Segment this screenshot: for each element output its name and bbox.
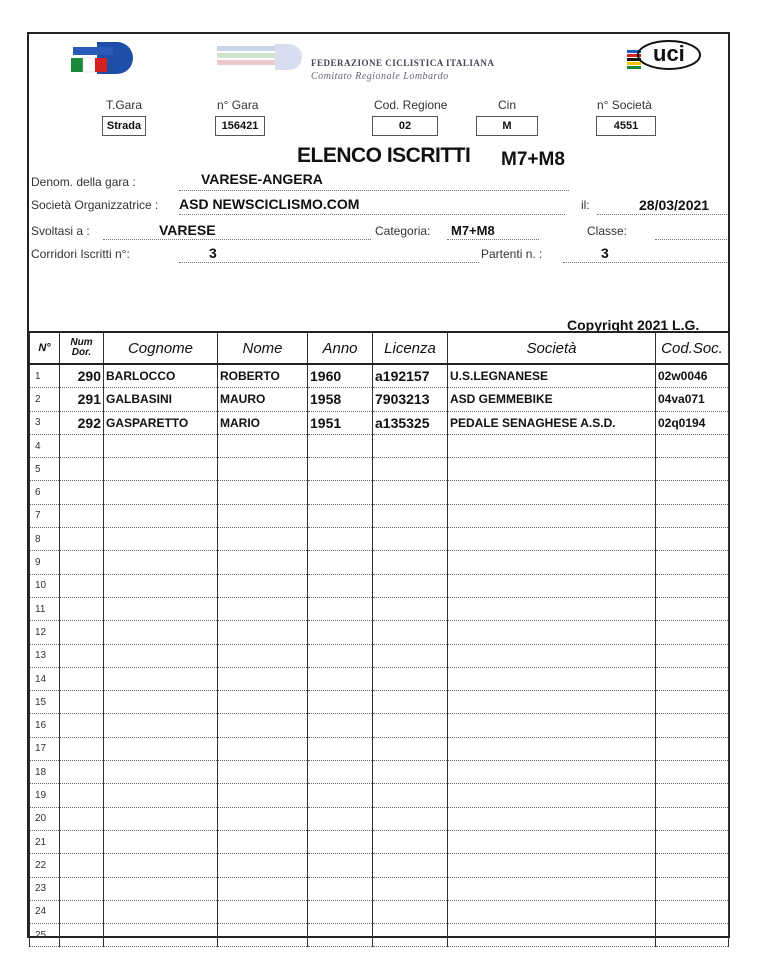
- license-cell[interactable]: [373, 784, 448, 807]
- row-number-cell: 20: [30, 807, 60, 830]
- birth-year-cell[interactable]: [308, 807, 373, 830]
- team-code-cell[interactable]: [656, 551, 729, 574]
- row-number-cell: 1: [30, 364, 60, 388]
- row-number-cell: 15: [30, 691, 60, 714]
- organizer-label: Società Organizzatrice :: [31, 198, 159, 212]
- bib-number-cell[interactable]: [60, 761, 104, 784]
- bib-number-cell[interactable]: [60, 714, 104, 737]
- registered-riders-line: [179, 262, 479, 263]
- first-name-cell[interactable]: [218, 574, 308, 597]
- first-name-cell[interactable]: [218, 830, 308, 853]
- birth-year-cell[interactable]: [308, 924, 373, 947]
- row-number-cell: 19: [30, 784, 60, 807]
- held-in-line: [103, 239, 371, 240]
- table-row: [30, 481, 729, 504]
- license-cell[interactable]: [373, 551, 448, 574]
- team-cell[interactable]: [448, 458, 656, 481]
- first-name-cell[interactable]: [218, 784, 308, 807]
- birth-year-cell[interactable]: [308, 504, 373, 527]
- row-number-cell: 10: [30, 574, 60, 597]
- team-cell[interactable]: [448, 667, 656, 690]
- team-cell[interactable]: ASD GEMMEBIKE: [448, 388, 656, 411]
- license-cell[interactable]: [373, 691, 448, 714]
- bib-number-cell[interactable]: [60, 691, 104, 714]
- first-name-cell[interactable]: [218, 924, 308, 947]
- category-title: M7+M8: [501, 149, 565, 170]
- region-code-field[interactable]: 02: [372, 116, 438, 136]
- license-cell[interactable]: [373, 481, 448, 504]
- table-row: [30, 667, 729, 690]
- row-number-cell: 23: [30, 877, 60, 900]
- race-number-label: n° Gara: [217, 98, 259, 112]
- first-name-cell[interactable]: [218, 807, 308, 830]
- page-title: ELENCO ISCRITTI: [297, 144, 471, 167]
- table-row: [30, 434, 729, 457]
- team-cell[interactable]: PEDALE SENAGHESE A.S.D.: [448, 411, 656, 434]
- first-name-cell[interactable]: [218, 504, 308, 527]
- license-cell[interactable]: [373, 504, 448, 527]
- first-name-cell[interactable]: [218, 597, 308, 620]
- team-cell[interactable]: [448, 691, 656, 714]
- first-name-cell[interactable]: [218, 481, 308, 504]
- starters-line: [563, 262, 727, 263]
- team-code-cell[interactable]: [656, 830, 729, 853]
- entries-table: [29, 331, 729, 947]
- license-cell[interactable]: [373, 737, 448, 760]
- row-number-cell: 14: [30, 667, 60, 690]
- license-cell[interactable]: [373, 434, 448, 457]
- team-code-cell[interactable]: [656, 877, 729, 900]
- license-cell[interactable]: [373, 854, 448, 877]
- team-code-cell[interactable]: [656, 458, 729, 481]
- table-row: [30, 551, 729, 574]
- row-number-cell: 12: [30, 621, 60, 644]
- table-row: [30, 388, 729, 411]
- row-number-cell: 6: [30, 481, 60, 504]
- license-cell[interactable]: [373, 830, 448, 853]
- row-number-cell: 16: [30, 714, 60, 737]
- surname-cell[interactable]: [104, 691, 218, 714]
- team-code-cell[interactable]: [656, 667, 729, 690]
- first-name-cell[interactable]: MARIO: [218, 411, 308, 434]
- row-number-cell: 17: [30, 737, 60, 760]
- row-number-cell: 3: [30, 411, 60, 434]
- surname-cell[interactable]: [104, 854, 218, 877]
- surname-cell[interactable]: [104, 504, 218, 527]
- uci-text: uci: [653, 41, 685, 66]
- first-name-cell[interactable]: [218, 737, 308, 760]
- table-row: [30, 924, 729, 947]
- surname-cell[interactable]: [104, 900, 218, 923]
- society-number-label: n° Società: [597, 98, 652, 112]
- birth-year-cell[interactable]: [308, 830, 373, 853]
- table-row: [30, 528, 729, 551]
- team-code-cell[interactable]: [656, 737, 729, 760]
- row-number-cell: 24: [30, 900, 60, 923]
- team-cell[interactable]: [448, 528, 656, 551]
- regional-committee-logo-icon: [215, 42, 307, 72]
- bib-number-cell[interactable]: 291: [60, 388, 104, 411]
- team-cell[interactable]: [448, 574, 656, 597]
- region-code-label: Cod. Regione: [374, 98, 448, 112]
- row-number-cell: 5: [30, 458, 60, 481]
- bib-number-cell[interactable]: [60, 737, 104, 760]
- col-header-team-code: Cod.Soc.: [656, 332, 729, 364]
- bib-number-cell[interactable]: [60, 621, 104, 644]
- starters-value[interactable]: 3: [601, 245, 609, 261]
- first-name-cell[interactable]: [218, 667, 308, 690]
- row-number-cell: 11: [30, 597, 60, 620]
- regional-committee-name: Comitato Regionale Lombardo: [311, 71, 449, 82]
- starters-label: Partenti n. :: [481, 247, 543, 261]
- birth-year-cell[interactable]: 1958: [308, 388, 373, 411]
- license-cell[interactable]: a192157: [373, 364, 448, 388]
- class-label: Classe:: [587, 224, 628, 238]
- surname-cell[interactable]: [104, 644, 218, 667]
- race-type-label: T.Gara: [106, 98, 143, 112]
- first-name-cell[interactable]: [218, 761, 308, 784]
- race-name-value[interactable]: VARESE-ANGERA: [201, 171, 323, 187]
- team-code-cell[interactable]: [656, 597, 729, 620]
- team-cell[interactable]: [448, 784, 656, 807]
- team-cell[interactable]: [448, 830, 656, 853]
- table-row: [30, 644, 729, 667]
- copyright-note: Copyright 2021 L.G.: [567, 317, 700, 333]
- row-number-cell: 7: [30, 504, 60, 527]
- surname-cell[interactable]: [104, 667, 218, 690]
- bib-number-cell[interactable]: [60, 434, 104, 457]
- surname-cell[interactable]: [104, 434, 218, 457]
- birth-year-cell[interactable]: [308, 458, 373, 481]
- bib-number-cell[interactable]: [60, 644, 104, 667]
- first-name-cell[interactable]: MAURO: [218, 388, 308, 411]
- surname-cell[interactable]: BARLOCCO: [104, 364, 218, 388]
- organizer-value[interactable]: ASD NEWSCICLISMO.COM: [179, 196, 360, 212]
- team-code-cell[interactable]: [656, 784, 729, 807]
- birth-year-cell[interactable]: 1951: [308, 411, 373, 434]
- team-code-cell[interactable]: [656, 900, 729, 923]
- team-code-cell[interactable]: [656, 714, 729, 737]
- table-row: [30, 364, 729, 388]
- team-cell[interactable]: [448, 877, 656, 900]
- surname-cell[interactable]: [104, 877, 218, 900]
- class-line: [655, 239, 727, 240]
- bib-number-cell[interactable]: [60, 574, 104, 597]
- bib-number-cell[interactable]: [60, 830, 104, 853]
- birth-year-cell[interactable]: [308, 644, 373, 667]
- surname-cell[interactable]: [104, 551, 218, 574]
- team-code-cell[interactable]: [656, 761, 729, 784]
- cin-field[interactable]: M: [476, 116, 538, 136]
- license-cell[interactable]: [373, 458, 448, 481]
- surname-cell[interactable]: [104, 924, 218, 947]
- birth-year-cell[interactable]: [308, 434, 373, 457]
- col-header-surname: Cognome: [104, 332, 218, 364]
- birth-year-cell[interactable]: [308, 761, 373, 784]
- team-code-cell[interactable]: [656, 644, 729, 667]
- category-label: Categoria:: [375, 224, 431, 238]
- col-header-bib: Num Dor.: [60, 332, 104, 364]
- license-cell[interactable]: 7903213: [373, 388, 448, 411]
- bib-number-cell[interactable]: [60, 784, 104, 807]
- team-code-cell[interactable]: [656, 504, 729, 527]
- table-row: [30, 877, 729, 900]
- bib-number-cell[interactable]: [60, 481, 104, 504]
- birth-year-cell[interactable]: [308, 784, 373, 807]
- birth-year-cell[interactable]: [308, 551, 373, 574]
- team-cell[interactable]: [448, 504, 656, 527]
- surname-cell[interactable]: [104, 528, 218, 551]
- license-cell[interactable]: [373, 621, 448, 644]
- surname-cell[interactable]: [104, 761, 218, 784]
- row-number-cell: 18: [30, 761, 60, 784]
- bib-number-cell[interactable]: [60, 551, 104, 574]
- birth-year-cell[interactable]: [308, 528, 373, 551]
- table-row: [30, 737, 729, 760]
- table-row: [30, 574, 729, 597]
- team-cell[interactable]: [448, 900, 656, 923]
- surname-cell[interactable]: [104, 830, 218, 853]
- held-in-value[interactable]: VARESE: [159, 222, 216, 238]
- team-cell[interactable]: [448, 621, 656, 644]
- bib-number-cell[interactable]: 290: [60, 364, 104, 388]
- table-row: [30, 691, 729, 714]
- row-number-cell: 2: [30, 388, 60, 411]
- table-row: [30, 621, 729, 644]
- col-header-name: Nome: [218, 332, 308, 364]
- category-value[interactable]: M7+M8: [451, 223, 495, 238]
- first-name-cell[interactable]: ROBERTO: [218, 364, 308, 388]
- team-code-cell[interactable]: [656, 481, 729, 504]
- birth-year-cell[interactable]: [308, 900, 373, 923]
- race-type-field[interactable]: Strada: [102, 116, 146, 136]
- birth-year-cell[interactable]: [308, 597, 373, 620]
- bib-number-cell[interactable]: [60, 528, 104, 551]
- society-number-field[interactable]: 4551: [596, 116, 656, 136]
- row-number-cell: 22: [30, 854, 60, 877]
- team-code-cell[interactable]: 02q0194: [656, 411, 729, 434]
- birth-year-cell[interactable]: [308, 481, 373, 504]
- license-cell[interactable]: [373, 807, 448, 830]
- table-row: [30, 504, 729, 527]
- team-code-cell[interactable]: 04va071: [656, 388, 729, 411]
- table-row: [30, 900, 729, 923]
- row-number-cell: 4: [30, 434, 60, 457]
- table-row: [30, 458, 729, 481]
- surname-cell[interactable]: [104, 481, 218, 504]
- first-name-cell[interactable]: [218, 714, 308, 737]
- surname-cell[interactable]: [104, 784, 218, 807]
- row-number-cell: 13: [30, 644, 60, 667]
- first-name-cell[interactable]: [218, 900, 308, 923]
- team-code-cell[interactable]: [656, 854, 729, 877]
- held-in-label: Svoltasi a :: [31, 224, 90, 238]
- date-value[interactable]: 28/03/2021: [639, 197, 710, 213]
- first-name-cell[interactable]: [218, 644, 308, 667]
- team-code-cell[interactable]: [656, 434, 729, 457]
- license-cell[interactable]: [373, 924, 448, 947]
- team-cell[interactable]: [448, 644, 656, 667]
- bib-number-cell[interactable]: [60, 597, 104, 620]
- birth-year-cell[interactable]: [308, 714, 373, 737]
- row-number-cell: 25: [30, 924, 60, 947]
- birth-year-cell[interactable]: [308, 621, 373, 644]
- license-cell[interactable]: [373, 528, 448, 551]
- team-cell[interactable]: U.S.LEGNANESE: [448, 364, 656, 388]
- license-cell[interactable]: [373, 644, 448, 667]
- table-row: [30, 784, 729, 807]
- organizer-line: [179, 214, 565, 215]
- team-code-cell[interactable]: 02w0046: [656, 364, 729, 388]
- birth-year-cell[interactable]: [308, 574, 373, 597]
- birth-year-cell[interactable]: [308, 854, 373, 877]
- category-line: [447, 239, 539, 240]
- surname-cell[interactable]: [104, 621, 218, 644]
- bib-number-cell[interactable]: [60, 900, 104, 923]
- table-row: [30, 714, 729, 737]
- team-cell[interactable]: [448, 807, 656, 830]
- team-cell[interactable]: [448, 854, 656, 877]
- col-header-n: N°: [30, 332, 60, 364]
- surname-cell[interactable]: [104, 807, 218, 830]
- license-cell[interactable]: [373, 900, 448, 923]
- team-code-cell[interactable]: [656, 924, 729, 947]
- team-cell[interactable]: [448, 924, 656, 947]
- table-row: [30, 597, 729, 620]
- registered-riders-value[interactable]: 3: [209, 245, 217, 261]
- uci-logo: [627, 38, 703, 76]
- fci-logo-icon: [67, 38, 139, 76]
- entry-list-sheet: [27, 32, 730, 941]
- registered-riders-label: Corridori Iscritti n°:: [31, 247, 130, 261]
- surname-cell[interactable]: [104, 597, 218, 620]
- surname-cell[interactable]: [104, 737, 218, 760]
- license-cell[interactable]: [373, 597, 448, 620]
- birth-year-cell[interactable]: 1960: [308, 364, 373, 388]
- cin-label: Cin: [498, 98, 517, 112]
- birth-year-cell[interactable]: [308, 667, 373, 690]
- first-name-cell[interactable]: [218, 528, 308, 551]
- surname-cell[interactable]: GASPARETTO: [104, 411, 218, 434]
- team-code-cell[interactable]: [656, 807, 729, 830]
- birth-year-cell[interactable]: [308, 691, 373, 714]
- date-label: il:: [581, 198, 590, 212]
- bib-number-cell[interactable]: [60, 877, 104, 900]
- first-name-cell[interactable]: [218, 621, 308, 644]
- first-name-cell[interactable]: [218, 458, 308, 481]
- team-cell[interactable]: [448, 597, 656, 620]
- first-name-cell[interactable]: [218, 434, 308, 457]
- team-code-cell[interactable]: [656, 691, 729, 714]
- license-cell[interactable]: a135325: [373, 411, 448, 434]
- table-row: [30, 761, 729, 784]
- team-cell[interactable]: [448, 551, 656, 574]
- row-number-cell: 21: [30, 830, 60, 853]
- team-cell[interactable]: [448, 737, 656, 760]
- surname-cell[interactable]: [104, 458, 218, 481]
- race-name-label: Denom. della gara :: [31, 175, 136, 189]
- license-cell[interactable]: [373, 877, 448, 900]
- team-code-cell[interactable]: [656, 621, 729, 644]
- bib-number-cell[interactable]: [60, 807, 104, 830]
- row-number-cell: 8: [30, 528, 60, 551]
- first-name-cell[interactable]: [218, 854, 308, 877]
- row-number-cell: 9: [30, 551, 60, 574]
- bib-number-cell[interactable]: [60, 924, 104, 947]
- table-row: [30, 411, 729, 434]
- team-cell[interactable]: [448, 434, 656, 457]
- col-header-license: Licenza: [373, 332, 448, 364]
- team-code-cell[interactable]: [656, 574, 729, 597]
- bib-number-cell[interactable]: 292: [60, 411, 104, 434]
- table-row: [30, 854, 729, 877]
- table-header-row: [30, 332, 729, 364]
- surname-cell[interactable]: [104, 714, 218, 737]
- first-name-cell[interactable]: [218, 691, 308, 714]
- birth-year-cell[interactable]: [308, 737, 373, 760]
- first-name-cell[interactable]: [218, 877, 308, 900]
- team-cell[interactable]: [448, 761, 656, 784]
- col-header-year: Anno: [308, 332, 373, 364]
- bib-number-cell[interactable]: [60, 667, 104, 690]
- surname-cell[interactable]: [104, 574, 218, 597]
- date-line: [597, 214, 727, 215]
- table-row: [30, 830, 729, 853]
- surname-cell[interactable]: GALBASINI: [104, 388, 218, 411]
- bib-number-cell[interactable]: [60, 504, 104, 527]
- table-row: [30, 807, 729, 830]
- race-number-field[interactable]: 156421: [215, 116, 265, 136]
- license-cell[interactable]: [373, 761, 448, 784]
- license-cell[interactable]: [373, 714, 448, 737]
- bib-number-cell[interactable]: [60, 458, 104, 481]
- license-cell[interactable]: [373, 574, 448, 597]
- birth-year-cell[interactable]: [308, 877, 373, 900]
- federation-name: FEDERAZIONE CICLISTICA ITALIANA: [311, 58, 495, 68]
- team-cell[interactable]: [448, 714, 656, 737]
- col-header-team: Società: [448, 332, 656, 364]
- race-name-line: [179, 190, 569, 191]
- team-cell[interactable]: [448, 481, 656, 504]
- first-name-cell[interactable]: [218, 551, 308, 574]
- team-code-cell[interactable]: [656, 528, 729, 551]
- license-cell[interactable]: [373, 667, 448, 690]
- bib-number-cell[interactable]: [60, 854, 104, 877]
